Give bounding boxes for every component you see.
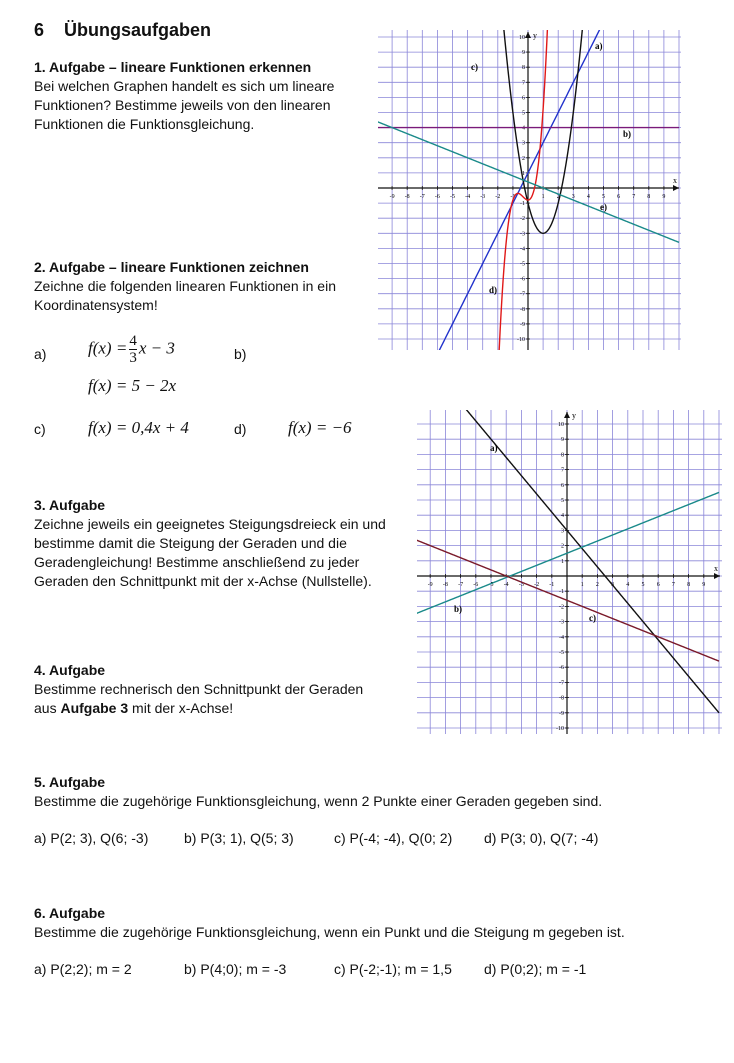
task-3 bbox=[34, 496, 386, 591]
graph-background bbox=[378, 30, 681, 350]
task-2 bbox=[34, 258, 336, 315]
x-tick-label: -7 bbox=[458, 582, 464, 588]
task-1-heading: 1. Aufgabe – lineare Funktionen erkennen bbox=[34, 59, 312, 75]
task-5-item: b) P(3; 1), Q(5; 3) bbox=[184, 830, 294, 846]
x-tick-label: -7 bbox=[419, 194, 425, 200]
y-tick-label: 1 bbox=[522, 170, 525, 177]
x-tick-label: 3 bbox=[571, 194, 575, 200]
task-6-text: Bestimme die zugehörige Funktionsgleichung, wenn ein Punkt und die Steigung m gegeben ist. bbox=[34, 924, 625, 940]
y-tick-label: -5 bbox=[520, 261, 525, 268]
y-tick-label: -3 bbox=[520, 231, 525, 238]
chapter-title: Übungsaufgaben bbox=[64, 20, 211, 40]
y-tick-label: -3 bbox=[559, 619, 564, 626]
x-tick-label: 4 bbox=[586, 194, 590, 200]
task-4-line-2 bbox=[34, 699, 363, 718]
y-tick-label: -1 bbox=[520, 201, 525, 208]
x-tick-label: 2 bbox=[595, 582, 599, 588]
task-5-heading: 5. Aufgabe bbox=[34, 774, 106, 790]
task-2a-formula bbox=[88, 333, 175, 366]
x-tick-label: 9 bbox=[702, 582, 706, 588]
y-tick-label: 7 bbox=[561, 467, 564, 474]
y-axis-label: y bbox=[572, 411, 576, 420]
x-axis-label: x bbox=[714, 564, 718, 573]
x-tick-label: -9 bbox=[427, 582, 433, 588]
task-6-item: a) P(2;2); m = 2 bbox=[34, 961, 132, 977]
y-tick-label: 3 bbox=[561, 528, 564, 535]
task-2b-formula: f(x) = 5 − 2x bbox=[88, 376, 177, 395]
task-2b-label: b) bbox=[234, 346, 247, 362]
y-tick-label: 2 bbox=[522, 155, 525, 162]
task-2c-label: c) bbox=[34, 421, 46, 437]
task-3-line: Geraden den Schnittpunkt mit der x-Achse (Nullstelle). bbox=[34, 573, 372, 589]
x-tick-label: -9 bbox=[389, 194, 395, 200]
x-tick-label: -5 bbox=[450, 194, 455, 200]
x-tick-label: 1 bbox=[580, 582, 584, 588]
fraction-numerator: 4 bbox=[129, 333, 137, 349]
task-1-line: Funktionen die Funktionsgleichung. bbox=[34, 116, 255, 132]
task-6-item: c) P(-2;-1); m = 1,5 bbox=[334, 961, 452, 977]
x-tick-label: -1 bbox=[549, 582, 555, 588]
x-tick-label: 2 bbox=[556, 194, 560, 200]
graph-label-a: a) bbox=[595, 41, 603, 51]
y-tick-label: -6 bbox=[520, 276, 525, 283]
graph-label-a: a) bbox=[490, 443, 498, 453]
task-2a-label: a) bbox=[34, 346, 47, 362]
task-5-text: Bestimme die zugehörige Funktionsgleichung, wenn 2 Punkte einer Geraden gegeben sind. bbox=[34, 793, 603, 809]
task-5-item: c) P(-4; -4), Q(0; 2) bbox=[334, 830, 453, 846]
y-tick-label: 8 bbox=[522, 65, 525, 72]
x-tick-label: -8 bbox=[404, 194, 410, 200]
task-6-heading: 6. Aufgabe bbox=[34, 905, 106, 921]
chapter-number: 6 bbox=[34, 20, 45, 40]
y-tick-label: 2 bbox=[561, 543, 564, 550]
task-6-item: d) P(0;2); m = -1 bbox=[484, 961, 587, 977]
x-tick-label: 4 bbox=[626, 582, 630, 588]
y-tick-label: -7 bbox=[559, 680, 564, 687]
y-tick-label: -7 bbox=[520, 291, 525, 298]
task-4-text: aus bbox=[34, 700, 61, 716]
y-tick-label: -4 bbox=[520, 246, 525, 253]
x-tick-label: 8 bbox=[687, 582, 691, 588]
task-4-line: Bestimme rechnerisch den Schnittpunkt der Geraden bbox=[34, 681, 364, 697]
y-tick-label: -8 bbox=[559, 695, 564, 702]
x-tick-label: -8 bbox=[442, 582, 448, 588]
graph-label-b: b) bbox=[623, 129, 632, 139]
x-tick-label: 5 bbox=[641, 582, 645, 588]
x-tick-label: 6 bbox=[617, 194, 621, 200]
y-tick-label: 5 bbox=[561, 498, 564, 504]
y-tick-label: 7 bbox=[522, 80, 525, 87]
coordinate-system-task-1 bbox=[378, 30, 681, 350]
page-title bbox=[34, 20, 211, 41]
task-4-heading: 4. Aufgabe bbox=[34, 662, 106, 678]
x-tick-label: 8 bbox=[647, 194, 651, 200]
x-tick-label: -1 bbox=[510, 194, 516, 200]
y-tick-label: -1 bbox=[559, 589, 564, 596]
graph-label-c: c) bbox=[589, 613, 596, 623]
x-tick-label: -6 bbox=[434, 194, 440, 200]
x-tick-label: 7 bbox=[632, 194, 636, 200]
y-tick-label: 5 bbox=[522, 110, 525, 117]
y-tick-label: -2 bbox=[559, 604, 564, 611]
y-tick-label: -10 bbox=[517, 337, 525, 343]
y-tick-label: -9 bbox=[520, 321, 525, 328]
task-3-line: Zeichne jeweils ein geeignetes Steigungsdreieck ein und bbox=[34, 516, 386, 532]
y-tick-label: 10 bbox=[519, 35, 525, 41]
task-2d-formula: f(x) = −6 bbox=[288, 418, 352, 437]
coordinate-system-task-3 bbox=[417, 410, 722, 734]
x-tick-label: 5 bbox=[602, 194, 605, 200]
y-tick-label: 8 bbox=[561, 452, 564, 459]
task-4 bbox=[34, 661, 363, 718]
task-6-item: b) P(4;0); m = -3 bbox=[184, 961, 287, 977]
y-tick-label: -5 bbox=[559, 650, 564, 656]
task-4-reference: Aufgabe 3 bbox=[60, 700, 129, 716]
task-4-text: mit der x-Achse! bbox=[128, 700, 234, 716]
y-tick-label: -10 bbox=[556, 726, 564, 732]
graph-label-d: d) bbox=[489, 285, 498, 295]
task-1 bbox=[34, 58, 334, 134]
formula-rest: x − 3 bbox=[138, 338, 175, 358]
y-tick-label: 3 bbox=[522, 140, 525, 147]
task-2d-label: d) bbox=[234, 421, 247, 437]
x-tick-label: 3 bbox=[611, 582, 615, 588]
y-tick-label: 1 bbox=[561, 558, 564, 565]
graph-background bbox=[417, 410, 722, 734]
x-axis-label: x bbox=[673, 176, 677, 185]
fraction bbox=[129, 333, 137, 366]
y-tick-label: -8 bbox=[520, 306, 525, 313]
y-tick-label: 4 bbox=[522, 125, 525, 132]
task-2-line: Koordinatensystem! bbox=[34, 297, 158, 313]
y-tick-label: 6 bbox=[522, 95, 525, 102]
y-tick-label: 10 bbox=[558, 422, 564, 428]
y-tick-label: 9 bbox=[561, 437, 564, 444]
task-3-heading: 3. Aufgabe bbox=[34, 497, 106, 513]
x-tick-label: 9 bbox=[662, 194, 666, 200]
task-2c-formula: f(x) = 0,4x + 4 bbox=[88, 418, 189, 437]
graph-label-c: c) bbox=[471, 62, 478, 72]
fraction-denominator: 3 bbox=[129, 350, 137, 366]
x-tick-label: -3 bbox=[480, 194, 486, 200]
y-tick-label: -6 bbox=[559, 665, 564, 672]
y-tick-label: 9 bbox=[522, 50, 525, 57]
task-1-line: Funktionen? Bestimme jeweils von den linearen bbox=[34, 97, 331, 113]
graph-label-e: e) bbox=[600, 202, 607, 212]
y-axis-label: y bbox=[533, 31, 537, 40]
x-tick-label: -2 bbox=[495, 194, 501, 200]
x-tick-label: -4 bbox=[503, 582, 509, 588]
task-5-item: d) P(3; 0), Q(7; -4) bbox=[484, 830, 599, 846]
task-3-line: bestimme damit die Steigung der Geraden und die bbox=[34, 535, 347, 551]
x-tick-label: 1 bbox=[541, 194, 545, 200]
task-5 bbox=[34, 773, 602, 811]
x-tick-label: -6 bbox=[473, 582, 479, 588]
x-tick-label: -4 bbox=[465, 194, 471, 200]
task-3-line: Geradengleichung! Bestimme anschließend zu jeder bbox=[34, 554, 360, 570]
x-tick-label: -5 bbox=[488, 582, 494, 588]
x-tick-label: 7 bbox=[671, 582, 675, 588]
y-tick-label: 6 bbox=[561, 482, 564, 489]
y-tick-label: 4 bbox=[561, 513, 564, 520]
graph-label-b: b) bbox=[454, 604, 463, 614]
formula-fx: f(x) = bbox=[88, 338, 128, 358]
task-2-heading: 2. Aufgabe – lineare Funktionen zeichnen bbox=[34, 259, 309, 275]
y-tick-label: -2 bbox=[520, 216, 525, 223]
y-tick-label: -9 bbox=[559, 710, 564, 717]
x-tick-label: 6 bbox=[656, 582, 660, 588]
x-tick-label: -3 bbox=[518, 582, 524, 588]
task-2-line: Zeichne die folgenden linearen Funktionen in ein bbox=[34, 278, 336, 294]
task-6 bbox=[34, 904, 625, 942]
task-5-item: a) P(2; 3), Q(6; -3) bbox=[34, 830, 149, 846]
x-tick-label: -2 bbox=[534, 582, 540, 588]
y-tick-label: -4 bbox=[559, 634, 564, 641]
task-1-line: Bei welchen Graphen handelt es sich um lineare bbox=[34, 78, 335, 94]
